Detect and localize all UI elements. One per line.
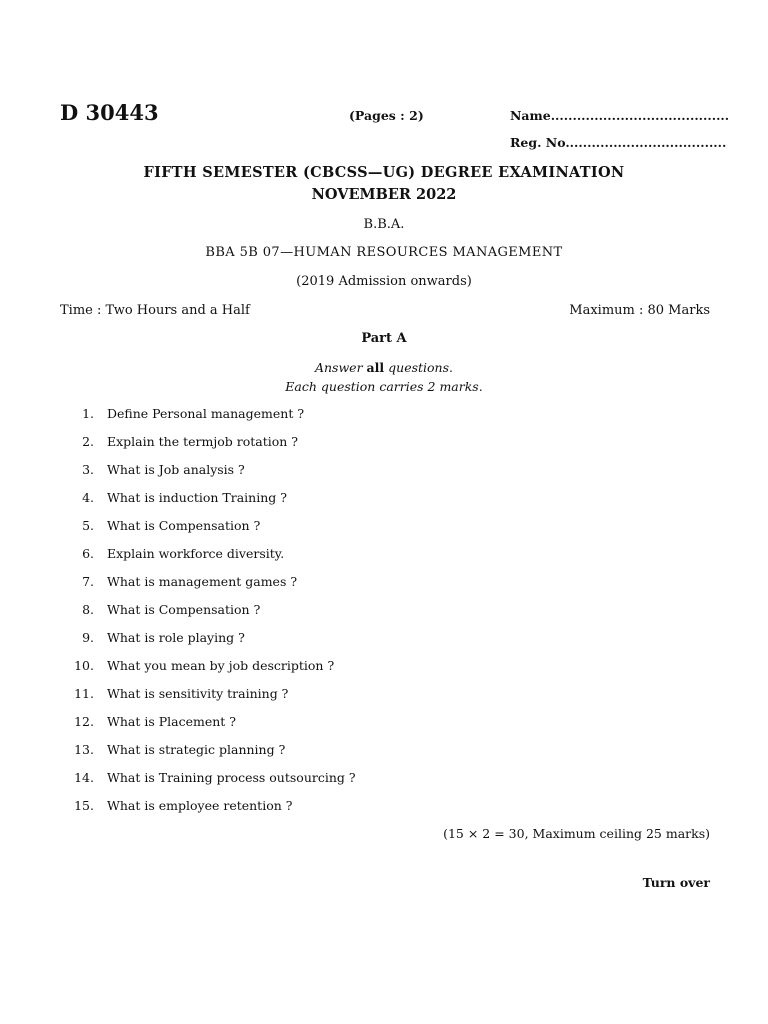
question-item [60, 406, 710, 434]
question-number: 13. [74, 742, 94, 757]
question-text: What is strategic planning ? [107, 742, 286, 757]
question-item [60, 518, 710, 546]
question-list [60, 406, 710, 826]
paper-code: D 30443 [60, 100, 159, 125]
question-item [60, 490, 710, 518]
question-text: Explain the termjob rotation ? [107, 434, 298, 449]
instruction-emphasis: all [366, 360, 385, 375]
question-number: 6. [82, 546, 94, 561]
instruction-line-2: Each question carries 2 marks. [285, 379, 483, 394]
question-item [60, 742, 710, 770]
question-number: 11. [74, 686, 94, 701]
question-item [60, 686, 710, 714]
question-number: 3. [82, 462, 94, 477]
paper-title: BBA 5B 07—HUMAN RESOURCES MANAGEMENT [205, 245, 563, 260]
question-text: What is induction Training ? [107, 490, 287, 505]
question-item [60, 462, 710, 490]
question-number: 4. [82, 490, 94, 505]
question-item [60, 630, 710, 658]
exam-duration: Time : Two Hours and a Half [60, 303, 250, 318]
question-number: 8. [82, 602, 94, 617]
exam-session: NOVEMBER 2022 [311, 186, 457, 203]
question-item [60, 434, 710, 462]
part-heading: Part A [361, 331, 407, 346]
question-item [60, 658, 710, 686]
exam-title: FIFTH SEMESTER (CBCSS—UG) DEGREE EXAMINATION [143, 164, 625, 181]
degree-name: B.B.A. [363, 217, 405, 232]
question-item [60, 770, 710, 798]
question-number: 2. [82, 434, 94, 449]
question-text: What is Job analysis ? [107, 462, 245, 477]
question-text: What is sensitivity training ? [107, 686, 289, 701]
question-number: 10. [74, 658, 94, 673]
question-text: What is role playing ? [107, 630, 245, 645]
instruction-suffix: questions. [388, 360, 453, 375]
question-text: What you mean by job description ? [107, 658, 335, 673]
question-text: What is employee retention ? [107, 798, 293, 813]
question-text: What is Compensation ? [107, 518, 261, 533]
question-number: 12. [74, 714, 94, 729]
page-count: (Pages : 2) [349, 108, 424, 123]
admission-note: (2019 Admission onwards) [296, 274, 472, 289]
question-number: 7. [82, 574, 94, 589]
turn-over-note: Turn over [642, 875, 710, 890]
question-item [60, 798, 710, 826]
question-text: What is Training process outsourcing ? [107, 770, 356, 785]
question-item [60, 714, 710, 742]
question-text: What is management games ? [107, 574, 298, 589]
question-number: 5. [82, 518, 94, 533]
question-item [60, 574, 710, 602]
name-field: Name......................................... [510, 108, 730, 123]
question-number: 1. [82, 406, 94, 421]
question-item [60, 602, 710, 630]
instruction-prefix: Answer [314, 360, 363, 375]
marks-note: (15 × 2 = 30, Maximum ceiling 25 marks) [443, 826, 710, 841]
question-number: 9. [82, 630, 94, 645]
question-number: 14. [74, 770, 94, 785]
maximum-marks: Maximum : 80 Marks [569, 303, 710, 318]
question-text: Define Personal management ? [107, 406, 305, 421]
question-text: What is Placement ? [107, 714, 236, 729]
question-text: What is Compensation ? [107, 602, 261, 617]
question-text: Explain workforce diversity. [107, 546, 285, 561]
question-item [60, 546, 710, 574]
question-number: 15. [74, 798, 94, 813]
reg-no-field: Reg. No..................................... [510, 135, 727, 150]
instruction-line-1 [0, 360, 768, 375]
